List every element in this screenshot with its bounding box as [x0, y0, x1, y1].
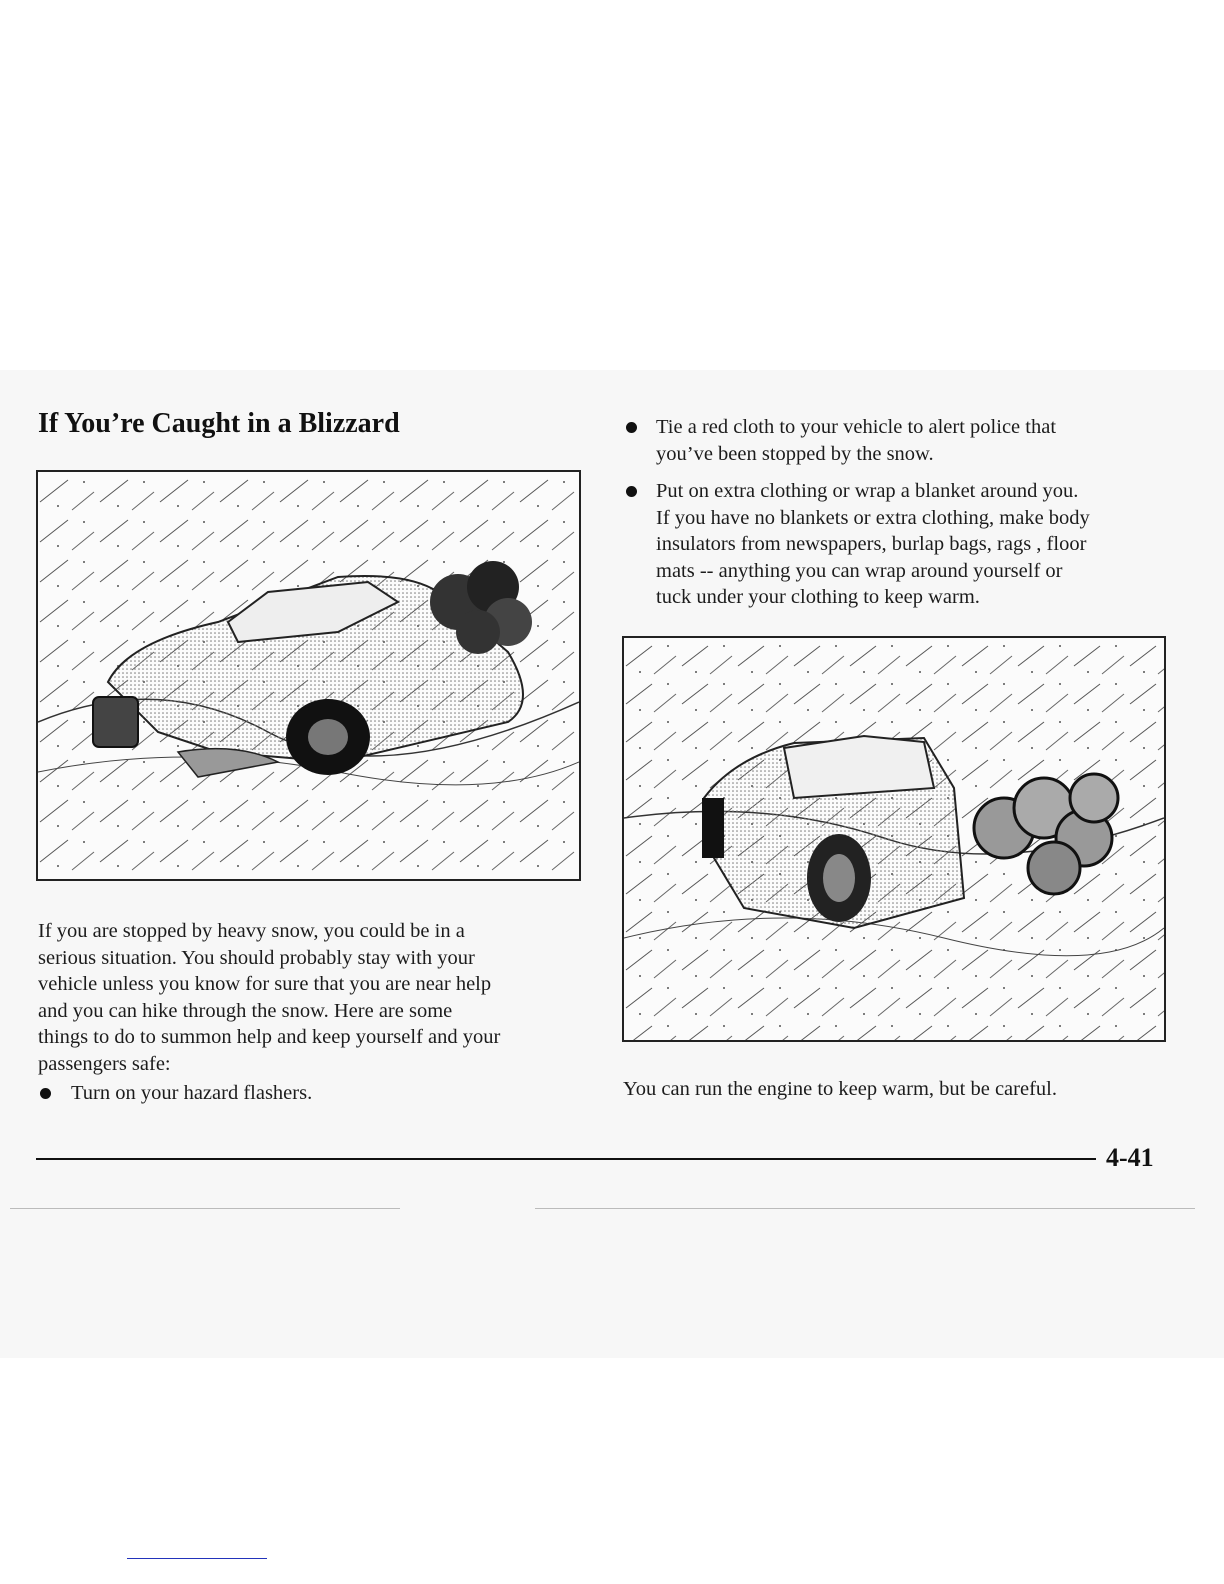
intro-line: and you can hike through the snow. Here are some [38, 999, 453, 1022]
illustration-truck-in-blizzard [622, 636, 1166, 1042]
intro-line: things to do to summon help and keep yourself and your [38, 1026, 501, 1048]
bullet-hazard-flashers [71, 1080, 571, 1107]
scan-artifact-line [535, 1208, 1195, 1209]
bullet-red-cloth [656, 414, 1166, 467]
bullet-line: tuck under your clothing to keep warm. [656, 586, 980, 608]
section-heading: If You’re Caught in a Blizzard [38, 408, 400, 439]
bullet-icon [40, 1088, 51, 1099]
bullet-line: Put on extra clothing or wrap a blanket around you. [656, 480, 1079, 502]
footer-rule [36, 1158, 1096, 1160]
intro-line: vehicle unless you know for sure that you are near help [38, 973, 492, 995]
bullet-icon [626, 486, 637, 497]
bottom-underline [127, 1558, 267, 1559]
bullet-line: If you have no blankets or extra clothing, make body [656, 506, 1090, 529]
closing-paragraph: You can run the engine to keep warm, but be careful. [623, 1078, 1057, 1100]
bullet-line: Tie a red cloth to your vehicle to alert police that [656, 416, 1057, 438]
intro-line: serious situation. You should probably stay with your [38, 946, 475, 969]
intro-paragraph [38, 918, 583, 1077]
intro-line: passengers safe: [38, 1052, 171, 1075]
bullet-line: insulators from newspapers, burlap bags, rags , floor [656, 533, 1087, 555]
intro-line: If you are stopped by heavy snow, you could be in a [38, 920, 465, 942]
page-number: 4-41 [1106, 1143, 1154, 1172]
bullet-line: Turn on your hazard flashers. [71, 1082, 313, 1104]
bullet-line: you’ve been stopped by the snow. [656, 442, 934, 465]
scan-artifact-line [10, 1208, 400, 1209]
bullet-extra-clothing [656, 478, 1166, 611]
illustration-car-in-blizzard [36, 470, 581, 881]
bullet-line: mats -- anything you can wrap around yourself or [656, 559, 1063, 582]
truck-illustration [702, 736, 964, 928]
bullet-icon [626, 422, 637, 433]
